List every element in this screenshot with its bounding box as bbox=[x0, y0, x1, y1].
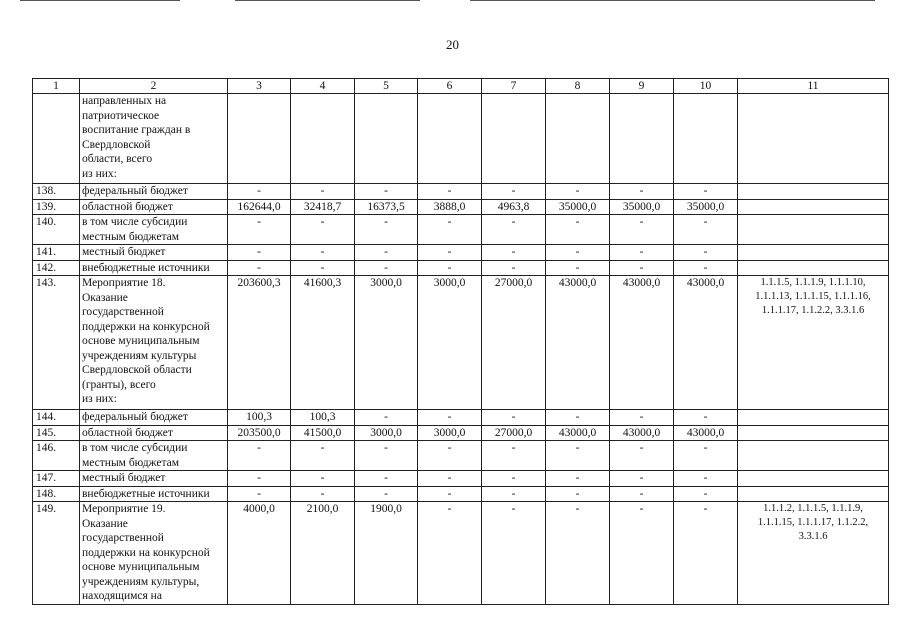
value-cell-col9: - bbox=[610, 486, 674, 502]
value-cell-col3: - bbox=[228, 215, 291, 245]
value-cell-col8: - bbox=[546, 502, 610, 605]
value-cell-col8: 43000,0 bbox=[546, 276, 610, 410]
value-cell-col3: - bbox=[228, 245, 291, 261]
row-number: 142. bbox=[33, 260, 80, 276]
value-cell-col3: - bbox=[228, 184, 291, 200]
value-cell-col7: 4963,8 bbox=[482, 199, 546, 215]
target-indicator-refs bbox=[738, 215, 889, 245]
value-cell-col10: 43000,0 bbox=[674, 425, 738, 441]
value-cell-col10: - bbox=[674, 502, 738, 605]
row-number: 144. bbox=[33, 410, 80, 426]
value-cell-col4: 41500,0 bbox=[291, 425, 355, 441]
value-cell-col9 bbox=[610, 94, 674, 184]
value-cell-col6: - bbox=[418, 410, 482, 426]
top-rule-middle bbox=[235, 0, 420, 1]
value-cell-col7: - bbox=[482, 441, 546, 471]
value-cell-col9: - bbox=[610, 441, 674, 471]
value-cell-col10: 35000,0 bbox=[674, 199, 738, 215]
row-name: в том числе субсидии местным бюджетам bbox=[80, 441, 228, 471]
value-cell-col4: 41600,3 bbox=[291, 276, 355, 410]
row-name: Мероприятие 18. Оказание государственной поддержки на конкурсной основе муниципальным учреждениям культуры Свердловской области (гранты), всего из них: bbox=[80, 276, 228, 410]
value-cell-col3: - bbox=[228, 471, 291, 487]
column-header-7: 7 bbox=[482, 79, 546, 94]
value-cell-col7: - bbox=[482, 184, 546, 200]
value-cell-col7: - bbox=[482, 215, 546, 245]
target-indicator-refs bbox=[738, 471, 889, 487]
value-cell-col9: - bbox=[610, 215, 674, 245]
row-name: направленных на патриотическое воспитание граждан в Свердловской области, всего из них: bbox=[80, 94, 228, 184]
target-indicator-refs bbox=[738, 425, 889, 441]
value-cell-col5: 3000,0 bbox=[355, 425, 418, 441]
value-cell-col6: 3000,0 bbox=[418, 425, 482, 441]
value-cell-col9: - bbox=[610, 502, 674, 605]
column-header-5: 5 bbox=[355, 79, 418, 94]
value-cell-col4: 100,3 bbox=[291, 410, 355, 426]
value-cell-col7: - bbox=[482, 486, 546, 502]
top-rule-right bbox=[470, 0, 875, 1]
value-cell-col6: - bbox=[418, 502, 482, 605]
row-number bbox=[33, 94, 80, 184]
value-cell-col8: 35000,0 bbox=[546, 199, 610, 215]
table-row bbox=[33, 502, 889, 605]
table-row bbox=[33, 441, 889, 471]
row-name: местный бюджет bbox=[80, 471, 228, 487]
table-row bbox=[33, 215, 889, 245]
table-row bbox=[33, 260, 889, 276]
row-name: областной бюджет bbox=[80, 425, 228, 441]
value-cell-col3 bbox=[228, 94, 291, 184]
column-header-11: 11 bbox=[738, 79, 889, 94]
value-cell-col7: - bbox=[482, 260, 546, 276]
value-cell-col4 bbox=[291, 94, 355, 184]
row-name: в том числе субсидии местным бюджетам bbox=[80, 215, 228, 245]
value-cell-col4: - bbox=[291, 215, 355, 245]
value-cell-col7: - bbox=[482, 502, 546, 605]
table-row bbox=[33, 410, 889, 426]
value-cell-col8: - bbox=[546, 215, 610, 245]
value-cell-col6: 3000,0 bbox=[418, 276, 482, 410]
column-header-8: 8 bbox=[546, 79, 610, 94]
value-cell-col6: - bbox=[418, 245, 482, 261]
row-number: 149. bbox=[33, 502, 80, 605]
value-cell-col8: - bbox=[546, 471, 610, 487]
value-cell-col3: - bbox=[228, 486, 291, 502]
value-cell-col10: - bbox=[674, 410, 738, 426]
value-cell-col3: 162644,0 bbox=[228, 199, 291, 215]
value-cell-col7 bbox=[482, 94, 546, 184]
value-cell-col3: 203600,3 bbox=[228, 276, 291, 410]
column-header-9: 9 bbox=[610, 79, 674, 94]
row-name: местный бюджет bbox=[80, 245, 228, 261]
row-number: 140. bbox=[33, 215, 80, 245]
value-cell-col8: - bbox=[546, 410, 610, 426]
value-cell-col9: - bbox=[610, 260, 674, 276]
column-header-3: 3 bbox=[228, 79, 291, 94]
value-cell-col4: 32418,7 bbox=[291, 199, 355, 215]
top-rule-left bbox=[20, 0, 180, 1]
value-cell-col9: - bbox=[610, 245, 674, 261]
row-name: федеральный бюджет bbox=[80, 184, 228, 200]
row-name: внебюджетные источники bbox=[80, 486, 228, 502]
value-cell-col3: - bbox=[228, 260, 291, 276]
column-header-10: 10 bbox=[674, 79, 738, 94]
value-cell-col10 bbox=[674, 94, 738, 184]
value-cell-col5: - bbox=[355, 184, 418, 200]
value-cell-col6: - bbox=[418, 471, 482, 487]
row-name: областной бюджет bbox=[80, 199, 228, 215]
value-cell-col6: - bbox=[418, 184, 482, 200]
value-cell-col4: - bbox=[291, 245, 355, 261]
value-cell-col5: - bbox=[355, 215, 418, 245]
value-cell-col4: - bbox=[291, 184, 355, 200]
target-indicator-refs bbox=[738, 410, 889, 426]
value-cell-col10: - bbox=[674, 245, 738, 261]
value-cell-col5: - bbox=[355, 410, 418, 426]
table-row bbox=[33, 425, 889, 441]
target-indicator-refs: 1.1.1.5, 1.1.1.9, 1.1.1.10, 1.1.1.13, 1.1.1.15, 1.1.1.16, 1.1.1.17, 1.1.2.2, 3.3.1.6 bbox=[738, 276, 889, 410]
table-body bbox=[33, 94, 889, 605]
value-cell-col5: - bbox=[355, 245, 418, 261]
value-cell-col7: - bbox=[482, 410, 546, 426]
value-cell-col3: 4000,0 bbox=[228, 502, 291, 605]
row-name: Мероприятие 19. Оказание государственной поддержки на конкурсной основе муниципальным учреждениям культуры, находящимся на bbox=[80, 502, 228, 605]
row-number: 141. bbox=[33, 245, 80, 261]
value-cell-col10: - bbox=[674, 184, 738, 200]
value-cell-col7: 27000,0 bbox=[482, 276, 546, 410]
target-indicator-refs bbox=[738, 245, 889, 261]
value-cell-col10: - bbox=[674, 215, 738, 245]
value-cell-col8: - bbox=[546, 260, 610, 276]
value-cell-col7: - bbox=[482, 245, 546, 261]
budget-table bbox=[32, 78, 889, 605]
value-cell-col4: 2100,0 bbox=[291, 502, 355, 605]
value-cell-col5: - bbox=[355, 260, 418, 276]
row-number: 139. bbox=[33, 199, 80, 215]
value-cell-col10: - bbox=[674, 486, 738, 502]
column-header-4: 4 bbox=[291, 79, 355, 94]
row-name: федеральный бюджет bbox=[80, 410, 228, 426]
value-cell-col4: - bbox=[291, 471, 355, 487]
value-cell-col9: 43000,0 bbox=[610, 425, 674, 441]
value-cell-col8 bbox=[546, 94, 610, 184]
value-cell-col4: - bbox=[291, 441, 355, 471]
value-cell-col7: 27000,0 bbox=[482, 425, 546, 441]
value-cell-col10: 43000,0 bbox=[674, 276, 738, 410]
value-cell-col6 bbox=[418, 94, 482, 184]
value-cell-col10: - bbox=[674, 471, 738, 487]
value-cell-col10: - bbox=[674, 441, 738, 471]
target-indicator-refs: 1.1.1.2, 1.1.1.5, 1.1.1.9, 1.1.1.15, 1.1.1.17, 1.1.2.2, 3.3.1.6 bbox=[738, 502, 889, 605]
value-cell-col5: 16373,5 bbox=[355, 199, 418, 215]
value-cell-col4: - bbox=[291, 260, 355, 276]
row-number: 146. bbox=[33, 441, 80, 471]
table-row bbox=[33, 199, 889, 215]
value-cell-col9: - bbox=[610, 184, 674, 200]
value-cell-col9: 43000,0 bbox=[610, 276, 674, 410]
table-row bbox=[33, 471, 889, 487]
value-cell-col10: - bbox=[674, 260, 738, 276]
value-cell-col5: - bbox=[355, 471, 418, 487]
table-row bbox=[33, 184, 889, 200]
column-header-2: 2 bbox=[80, 79, 228, 94]
value-cell-col6: - bbox=[418, 260, 482, 276]
target-indicator-refs bbox=[738, 486, 889, 502]
row-number: 147. bbox=[33, 471, 80, 487]
page-number: 20 bbox=[446, 37, 459, 52]
column-header-1: 1 bbox=[33, 79, 80, 94]
row-number: 148. bbox=[33, 486, 80, 502]
table-row bbox=[33, 486, 889, 502]
value-cell-col3: 203500,0 bbox=[228, 425, 291, 441]
target-indicator-refs bbox=[738, 260, 889, 276]
table-row bbox=[33, 276, 889, 410]
value-cell-col8: - bbox=[546, 245, 610, 261]
target-indicator-refs bbox=[738, 94, 889, 184]
value-cell-col6: - bbox=[418, 215, 482, 245]
row-name: внебюджетные источники bbox=[80, 260, 228, 276]
row-number: 143. bbox=[33, 276, 80, 410]
value-cell-col6: 3888,0 bbox=[418, 199, 482, 215]
column-header-6: 6 bbox=[418, 79, 482, 94]
value-cell-col9: - bbox=[610, 471, 674, 487]
row-number: 145. bbox=[33, 425, 80, 441]
value-cell-col9: - bbox=[610, 410, 674, 426]
value-cell-col6: - bbox=[418, 486, 482, 502]
value-cell-col5: - bbox=[355, 441, 418, 471]
value-cell-col5 bbox=[355, 94, 418, 184]
table-row bbox=[33, 245, 889, 261]
table-row bbox=[33, 94, 889, 184]
row-number: 138. bbox=[33, 184, 80, 200]
value-cell-col3: - bbox=[228, 441, 291, 471]
value-cell-col8: - bbox=[546, 184, 610, 200]
value-cell-col7: - bbox=[482, 471, 546, 487]
column-number-row bbox=[33, 79, 889, 94]
value-cell-col8: - bbox=[546, 486, 610, 502]
target-indicator-refs bbox=[738, 184, 889, 200]
target-indicator-refs bbox=[738, 199, 889, 215]
value-cell-col3: 100,3 bbox=[228, 410, 291, 426]
value-cell-col4: - bbox=[291, 486, 355, 502]
value-cell-col5: 3000,0 bbox=[355, 276, 418, 410]
value-cell-col5: 1900,0 bbox=[355, 502, 418, 605]
value-cell-col5: - bbox=[355, 486, 418, 502]
value-cell-col9: 35000,0 bbox=[610, 199, 674, 215]
target-indicator-refs bbox=[738, 441, 889, 471]
value-cell-col8: - bbox=[546, 441, 610, 471]
value-cell-col8: 43000,0 bbox=[546, 425, 610, 441]
value-cell-col6: - bbox=[418, 441, 482, 471]
